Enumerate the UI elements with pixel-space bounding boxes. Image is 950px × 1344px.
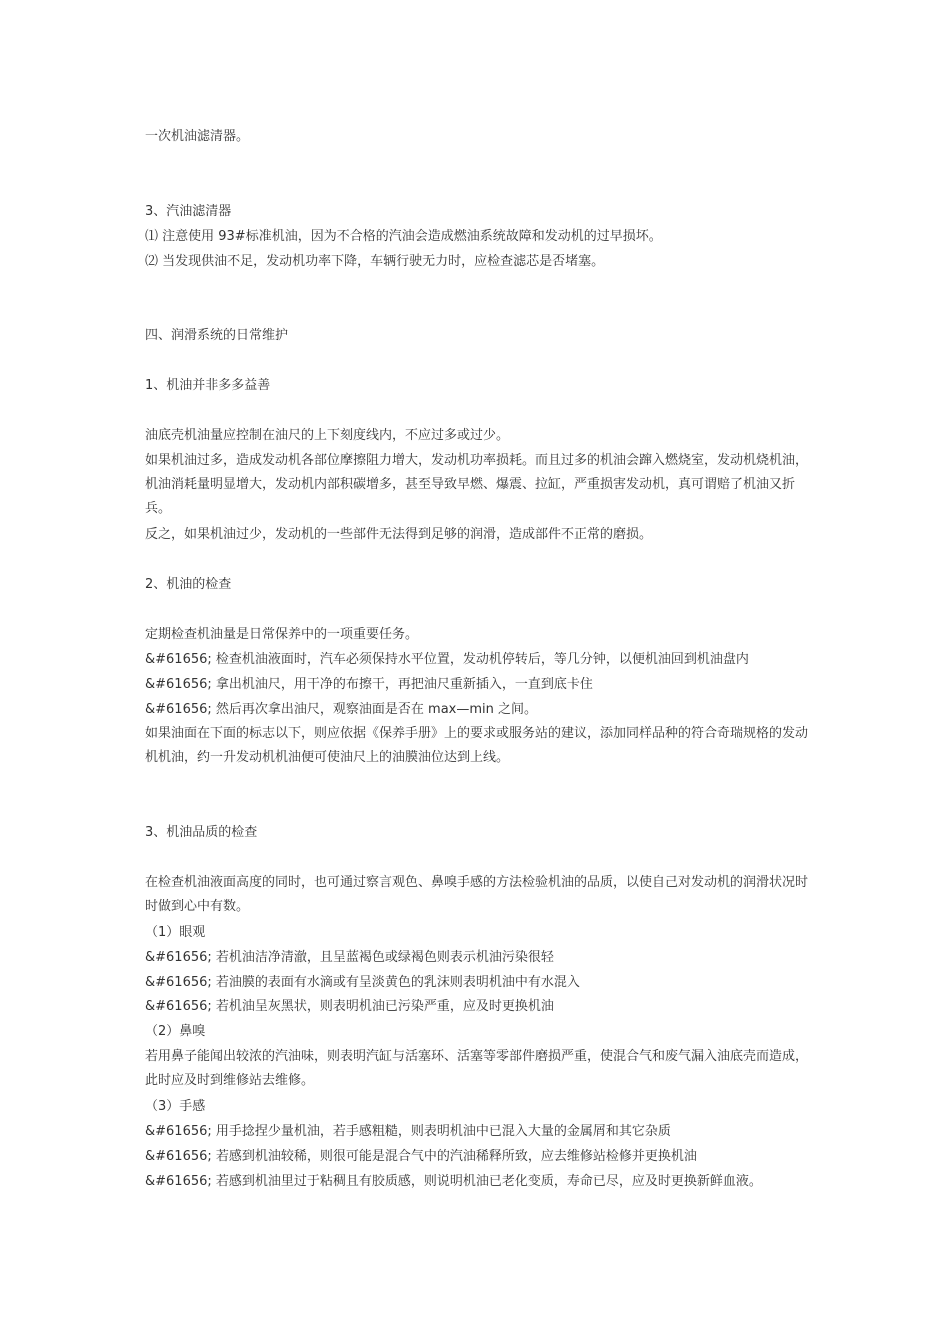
chapter-4-title: 四、润滑系统的日常维护	[145, 328, 289, 343]
paragraph: 如果油面在下面的标志以下，则应依据《保养手册》上的要求或服务站的建议，添加同样品种的符合奇瑞规格的发动机机油，约一升发动机机油便可使油尺上的油膜油位达到上线。	[145, 726, 809, 765]
list-item: &#61656; 若油膜的表面有水滴或有呈淡黄色的乳沫则表明机油中有水混入	[145, 975, 580, 990]
paragraph: 反之，如果机油过少，发动机的一些部件无法得到足够的润滑，造成部件不正常的磨损。	[145, 527, 653, 542]
subheading: （2）鼻嗅	[145, 1024, 206, 1039]
subheading: （1）眼观	[145, 925, 206, 940]
list-item: &#61656; 若机油洁净清澈，且呈蓝褐色或绿褐色则表示机油污染很轻	[145, 950, 554, 965]
intro-text: 一次机油滤清器。	[145, 129, 250, 144]
section-4-2-title: 2、机油的检查	[145, 577, 232, 592]
section-4-1-title: 1、机油并非多多益善	[145, 378, 271, 393]
list-item: &#61656; 若感到机油较稀，则很可能是混合气中的汽油稀释所致，应去维修站检修并更换机油	[145, 1149, 697, 1164]
list-item: &#61656; 若机油呈灰黑状，则表明机油已污染严重，应及时更换机油	[145, 999, 554, 1014]
list-item: &#61656; 拿出机油尺，用干净的布擦干，再把油尺重新插入，一直到底卡住	[145, 677, 593, 692]
paragraph: 定期检查机油量是日常保养中的一项重要任务。	[145, 627, 419, 642]
paragraph: 如果机油过多，造成发动机各部位摩擦阻力增大，发动机功率损耗。而且过多的机油会蹿入燃烧室，发动机烧机油，机油消耗量明显增大，发动机内部积碳增多，甚至导致早燃、爆震、拉缸，严重损害发动机，真可谓赔了机油又折兵。	[145, 453, 809, 516]
section-4-3-title: 3、机油品质的检查	[145, 825, 258, 840]
list-item: &#61656; 然后再次拿出油尺，观察油面是否在 max—min 之间。	[145, 702, 537, 717]
section-3-title: 3、汽油滤清器	[145, 204, 232, 219]
list-item: &#61656; 若感到机油里过于粘稠且有胶质感，则说明机油已老化变质，寿命已尽，应及时更换新鲜血液。	[145, 1174, 762, 1189]
paragraph: 在检查机油液面高度的同时，也可通过察言观色、鼻嗅手感的方法检验机油的品质，以使自己对发动机的润滑状况时时做到心中有数。	[145, 875, 809, 914]
list-item: &#61656; 用手捻捏少量机油，若手感粗糙，则表明机油中已混入大量的金属屑和其它杂质	[145, 1124, 671, 1139]
paragraph: 若用鼻子能闻出较浓的汽油味，则表明汽缸与活塞环、活塞等零部件磨损严重，使混合气和废气漏入油底壳而造成，此时应及时到维修站去维修。	[145, 1049, 809, 1088]
subheading: （3）手感	[145, 1099, 206, 1114]
list-item: &#61656; 检查机油液面时，汽车必须保持水平位置，发动机停转后，等几分钟，以便机油回到机油盘内	[145, 652, 749, 667]
paragraph: ⑵ 当发现供油不足，发动机功率下降，车辆行驶无力时，应检查滤芯是否堵塞。	[145, 254, 605, 269]
paragraph: 油底壳机油量应控制在油尺的上下刻度线内，不应过多或过少。	[145, 428, 510, 443]
paragraph: ⑴ 注意使用 93#标准机油，因为不合格的汽油会造成燃油系统故障和发动机的过早损坏。	[145, 229, 662, 244]
